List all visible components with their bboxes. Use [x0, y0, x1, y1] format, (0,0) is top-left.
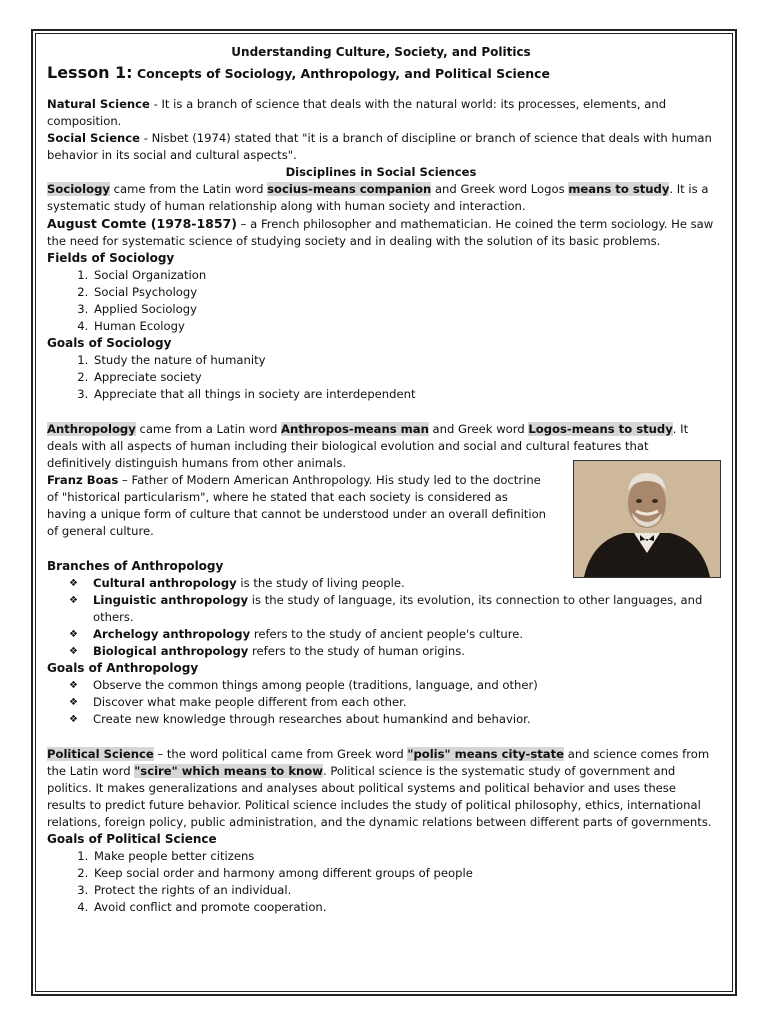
list-item: ❖ Discover what make people different from each other. — [69, 695, 407, 709]
boas-paragraph: Franz Boas – Father of Modern American Anthropology. His study led to the doctrine of "historical particularism", where he stated that each society is considered as having a unique form of culture that cannot be understood under an overall definition of general culture. — [47, 473, 547, 538]
sociology-paragraph: Sociology came from the Latin word socius-means companion and Greek word Logos means to study. It is a systematic study of human relationship along with human society and interaction. — [47, 182, 709, 213]
list-item: ❖ Create new knowledge through researches about humankind and behavior. — [69, 712, 531, 726]
franz-boas-portrait — [573, 460, 721, 578]
list-item: 1. Social Organization — [92, 267, 715, 284]
document-title: Understanding Culture, Society, and Politics — [231, 45, 531, 59]
list-item: ❖ Observe the common things among people (traditions, language, and other) — [69, 678, 538, 692]
list-item: ❖ Cultural anthropology is the study of living people. — [69, 576, 405, 590]
goals-sociology-list — [47, 352, 715, 403]
list-item: 3. Protect the rights of an individual. — [92, 882, 715, 899]
fields-list — [47, 267, 715, 335]
goals-anthropology-heading: Goals of Anthropology — [47, 661, 199, 675]
boas-section — [47, 472, 715, 540]
natural-science-paragraph: Natural Science - It is a branch of science that deals with the natural world: its processes, elements, and composition. — [47, 97, 667, 128]
lesson-title — [47, 63, 715, 82]
list-item: 2. Social Psychology — [92, 284, 715, 301]
diamond-bullet-icon: ❖ — [69, 646, 78, 657]
list-item: ❖ Biological anthropology refers to the study of human origins. — [69, 644, 465, 658]
political-science-paragraph: Political Science – the word political came from Greek word "polis" means city-state and science comes from the Latin word "scire" which means to know. Political science is the systematic study of government and politics. It makes generalizations and analyses about political systems and political behavior and uses these results to predict future behavior. Political science includes the study of political philosophy, ethics, international relations, foreign policy, public administration, and the dynamic relations between different parts of governments. — [47, 747, 712, 829]
goals-sociology-heading: Goals of Sociology — [47, 336, 172, 350]
diamond-bullet-icon: ❖ — [69, 714, 78, 725]
lesson-topic: Concepts of Sociology, Anthropology, and Political Science — [136, 66, 551, 81]
list-item: 3. Appreciate that all things in society are interdependent — [92, 386, 715, 403]
list-item: 1. Study the nature of humanity — [92, 352, 715, 369]
portrait-illustration — [574, 461, 720, 577]
comte-paragraph: August Comte (1978-1857) – a French philosopher and mathematician. He coined the term sociology. He saw the need for systematic science of studying society and in dealing with the solution of its basic problems. — [47, 216, 714, 248]
diamond-bullet-icon: ❖ — [69, 578, 78, 589]
goals-political-heading: Goals of Political Science — [47, 832, 217, 846]
diamond-bullet-icon: ❖ — [69, 629, 78, 640]
social-science-paragraph: Social Science - Nisbet (1974) stated that "it is a branch of discipline or branch of science that deals with human behavior in its social and cultural aspects". — [47, 131, 712, 162]
lesson-label: Lesson 1: — [47, 63, 133, 82]
list-item: 4. Human Ecology — [92, 318, 715, 335]
diamond-bullet-icon: ❖ — [69, 697, 78, 708]
list-item: ❖ Archelogy anthropology refers to the study of ancient people's culture. — [69, 627, 524, 641]
branches-list — [47, 575, 715, 660]
goals-political-list — [47, 848, 715, 916]
list-item: 2. Keep social order and harmony among different groups of people — [92, 865, 715, 882]
list-item: 4. Avoid conflict and promote cooperation. — [92, 899, 715, 916]
diamond-bullet-icon: ❖ — [69, 595, 78, 606]
list-item: 3. Applied Sociology — [92, 301, 715, 318]
diamond-bullet-icon: ❖ — [69, 680, 78, 691]
list-item: ❖ Linguistic anthropology is the study of language, its evolution, its connection to other languages, and others. — [69, 593, 703, 624]
document-content — [47, 45, 715, 916]
fields-heading: Fields of Sociology — [47, 251, 175, 265]
disciplines-heading: Disciplines in Social Sciences — [285, 165, 477, 179]
anthropology-paragraph: Anthropology came from a Latin word Anthropos-means man and Greek word Logos-means to study. It deals with all aspects of human including their biological evolution and social and cultural features that definitively distinguish humans from other animals. — [47, 422, 689, 470]
branches-heading: Branches of Anthropology — [47, 559, 224, 573]
list-item: 2. Appreciate society — [92, 369, 715, 386]
list-item: 1. Make people better citizens — [92, 848, 715, 865]
goals-anthropology-list — [47, 677, 715, 728]
